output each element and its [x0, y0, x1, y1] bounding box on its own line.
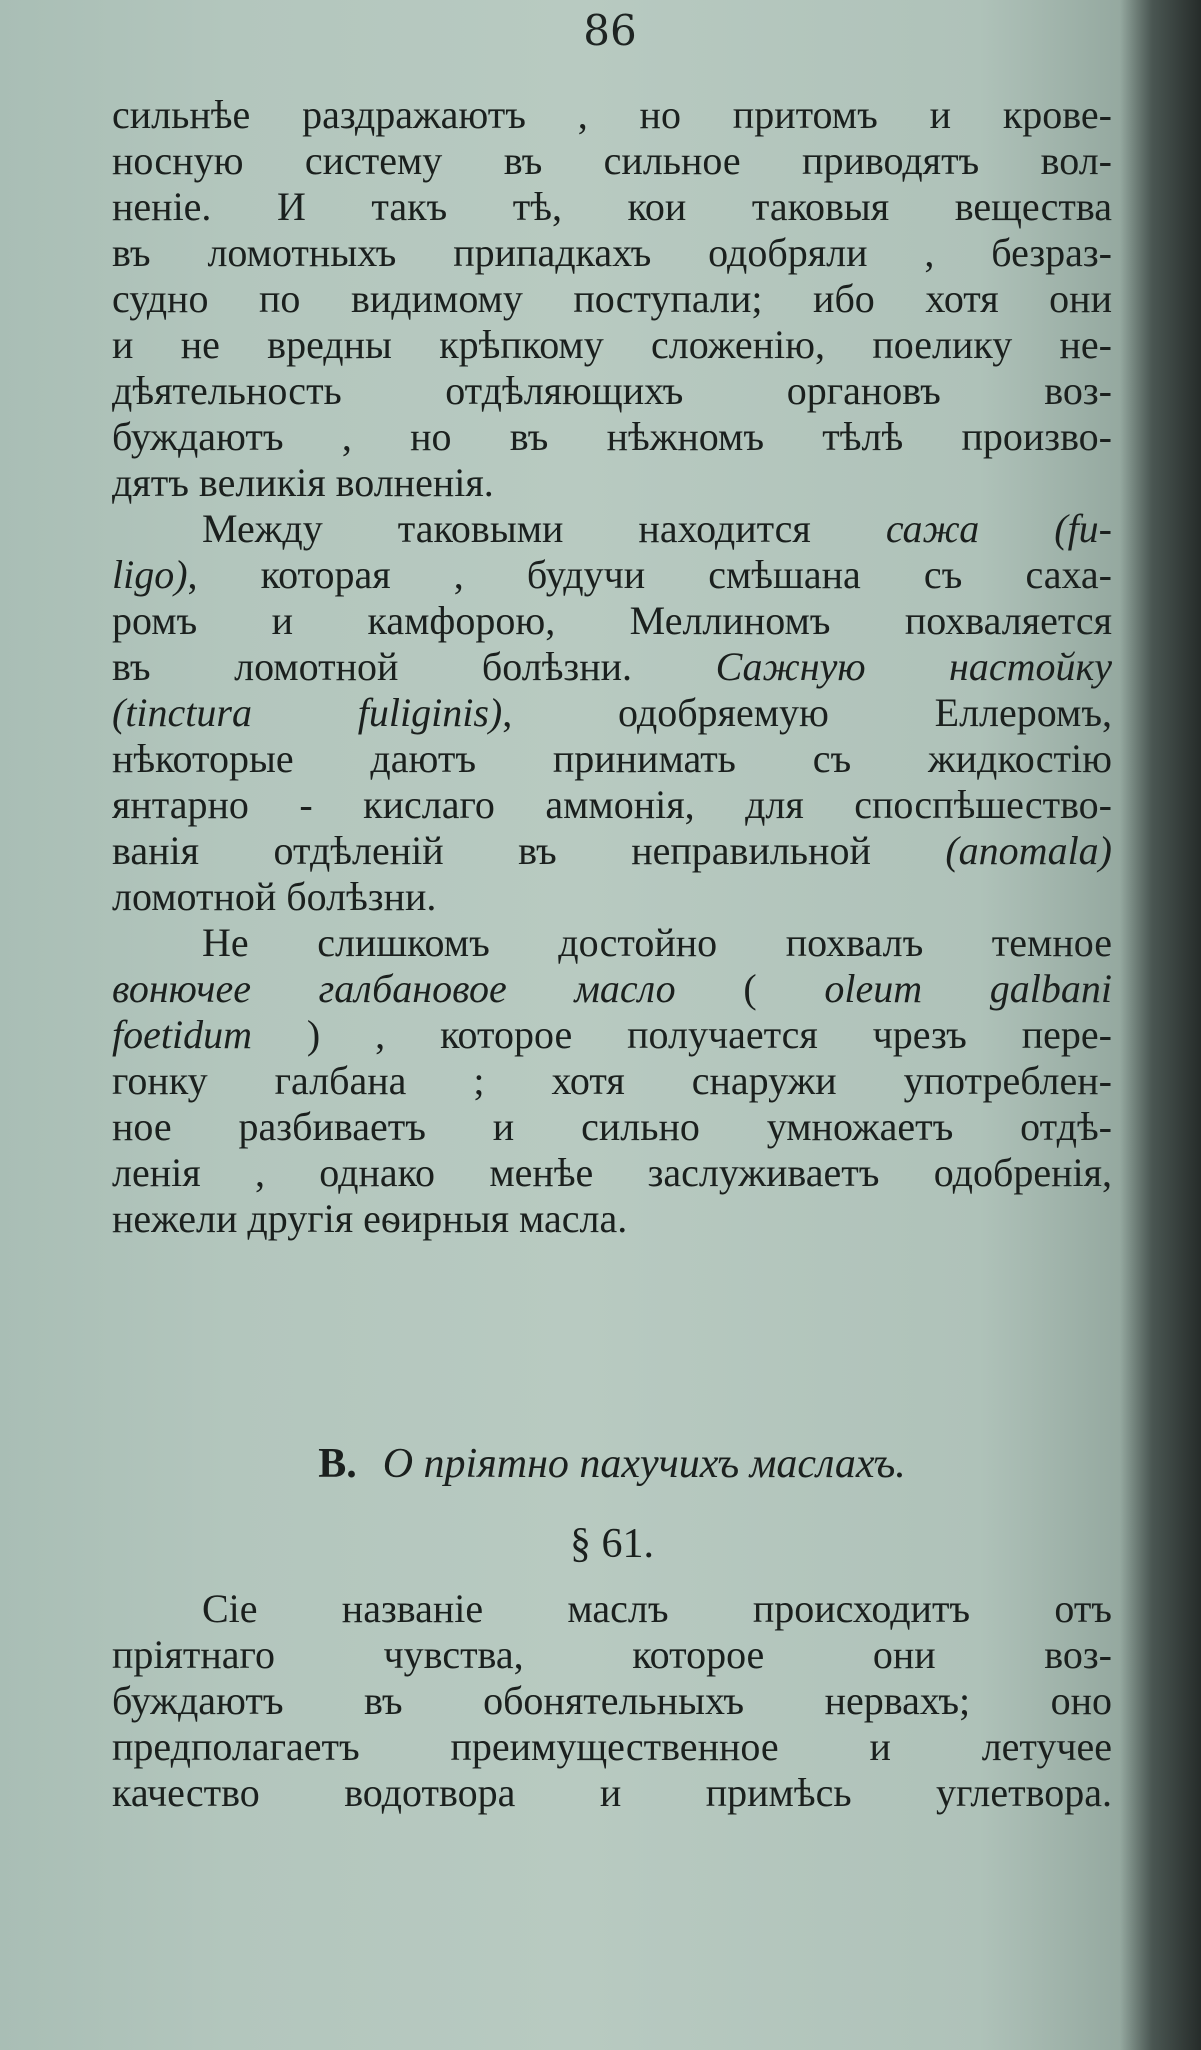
text-line: въ ломотныхъ припадкахъ одобряли , безраз-	[112, 230, 1112, 275]
text-line: предполагаетъ преимущественное и летучее	[112, 1724, 1112, 1769]
text-line	[112, 506, 1112, 552]
text-run: ванiя отдѣленiй въ неправильной	[112, 828, 946, 873]
text-run: Между таковыми находится	[202, 506, 886, 551]
text-line: ненiе. И такъ тѣ, кои таковыя вещества	[112, 184, 1112, 229]
book-gutter-shadow	[1120, 0, 1201, 2050]
text-line: дѣятельность отдѣляющихъ органовъ воз-	[112, 368, 1112, 413]
latin-term: сажа (fu-	[885, 506, 1113, 551]
section-number: § 61.	[570, 1521, 654, 1567]
body-text-top	[112, 92, 1112, 1242]
heading-title: О прiятно пахучихъ маслахъ.	[382, 1441, 906, 1487]
text-run: ) , которое получается чрезъ пере-	[251, 1012, 1112, 1057]
italic-term: вонючее галбановое масло	[112, 966, 676, 1011]
text-line: прiятнаго чувства, которое они воз-	[112, 1632, 1112, 1677]
text-line: ромъ и камфорою, Меллиномъ похваляется	[112, 598, 1112, 643]
text-line: судно по видимому поступали; ибо хотя они	[112, 276, 1112, 321]
text-line: Не слишкомъ достойно похвалъ темное	[202, 920, 1112, 965]
text-line	[112, 690, 1112, 736]
text-line	[112, 828, 1112, 874]
latin-term: (tinctura fuliginis)	[112, 690, 503, 735]
text-line	[112, 644, 1112, 690]
text-line: Сiе названiе маслъ происходитъ отъ	[202, 1586, 1112, 1631]
latin-term: ligo)	[112, 552, 188, 597]
text-run: (	[675, 966, 825, 1011]
text-line: ленiя , однако менѣе заслуживаетъ одобренiя,	[112, 1150, 1112, 1195]
text-line: янтарно - кислаго аммонiя, для споспѣшество-	[112, 782, 1112, 827]
text-line: носную систему въ сильное приводятъ вол-	[112, 138, 1112, 183]
page-number: 86	[583, 6, 637, 55]
text-line: буждаютъ , но въ нѣжномъ тѣлѣ произво-	[112, 414, 1112, 459]
text-line: нежели другiя еѳирныя масла.	[112, 1196, 628, 1241]
text-run: , одобряемую Еллеромъ,	[502, 690, 1113, 735]
latin-term: (anomala)	[945, 828, 1112, 873]
text-line: нѣкоторые даютъ принимать съ жидкостiю	[112, 736, 1112, 781]
text-line: дятъ великiя волненiя.	[112, 460, 494, 505]
section-heading	[112, 1440, 1112, 1488]
italic-term: Сажную настойку	[715, 644, 1112, 689]
text-line: ное разбиваетъ и сильно умножаетъ отдѣ-	[112, 1104, 1112, 1149]
text-line: сильнѣе раздражаютъ , но притомъ и крове-	[112, 92, 1112, 137]
text-line: гонку галбана ; хотя снаружи употреблен-	[112, 1058, 1112, 1103]
text-line	[112, 1012, 1112, 1058]
text-line: ломотной болѣзни.	[112, 874, 437, 919]
text-line: буждаютъ въ обонятельныхъ нервахъ; оно	[112, 1678, 1112, 1723]
text-line	[112, 552, 1112, 598]
text-line: качество водотвора и примѣсь углетвора.	[112, 1770, 1112, 1815]
latin-term: oleum galbani	[824, 966, 1112, 1011]
text-line	[112, 966, 1112, 1012]
body-text-bottom	[112, 1586, 1112, 1816]
latin-term: foetidum	[112, 1012, 252, 1057]
heading-letter: B.	[318, 1441, 357, 1487]
text-run: въ ломотной болѣзни.	[112, 644, 716, 689]
text-run: , которая , будучи смѣшана съ саха-	[187, 552, 1112, 597]
text-line: и не вредны крѣпкому сложенiю, поелику не-	[112, 322, 1112, 367]
